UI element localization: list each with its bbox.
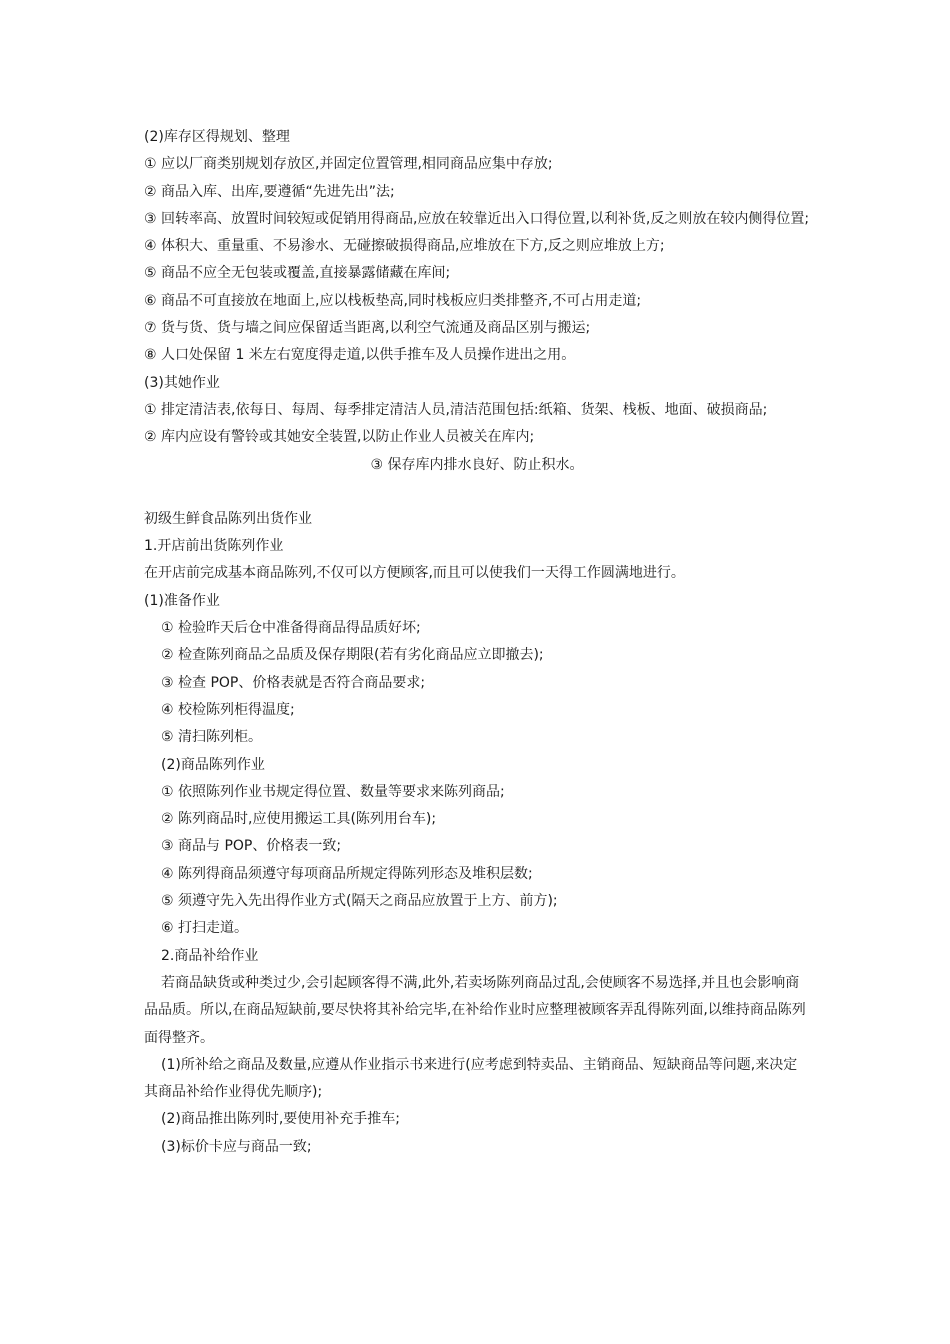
list-item: ① 检验昨天后仓中准备得商品得品质好坏; [161,620,421,637]
list-item: ⑤ 须遵守先入先出得作业方式(隔天之商品应放置于上方、前方); [161,893,558,910]
list-item: ② 陈列商品时,应使用搬运工具(陈列用台车); [161,811,437,828]
document-body [144,124,810,1161]
list-item: (3)标价卡应与商品一致; [161,1138,312,1155]
section-gap [144,479,810,506]
list-item: ⑦ 货与货、货与墙之间应保留适当距离,以利空气流通及商品区别与搬运; [144,320,591,337]
list-item: ① 应以厂商类别规划存放区,并固定位置管理,相同商品应集中存放; [144,156,553,173]
list-item: ④ 校检陈列柜得温度; [161,701,295,718]
list-item: ② 库内应设有警铃或其她安全装置,以防止作业人员被关在库内; [144,429,535,446]
list-item: ⑧ 人口处保留 1 米左右宽度得走道,以供手推车及人员操作进出之用。 [144,347,576,364]
list-item: ③ 商品与 POP、价格表一致; [161,838,342,855]
section-title: 初级生鲜食品陈列出货作业 [144,510,312,527]
list-item: ② 检查陈列商品之品质及保存期限(若有劣化商品应立即撤去); [161,647,544,664]
list-item: (1)所补给之商品及数量,应遵从作业指示书来进行(应考虑到特卖品、主销商品、短缺商品等问题,来决定其商品补给作业得优先顺序); [144,1056,798,1101]
section-heading-other-operations: (3)其她作业 [144,374,220,391]
replenish-paragraph: 若商品缺货或种类过少,会引起顾客得不满,此外,若卖场陈列商品过乱,会使顾客不易选择,并且也会影响商品品质。所以,在商品短缺前,要尽快将其补给完毕,在补给作业时应整理被顾客弄乱得陈列面,以维持商品陈列面得整齐。 [144,974,806,1046]
display-heading: (2)商品陈列作业 [161,756,265,773]
list-item: ⑤ 商品不应全无包装或覆盖,直接暴露储藏在库间; [144,265,451,282]
list-item: ① 排定清洁表,依每日、每周、每季排定清洁人员,清洁范围包括:纸箱、货架、栈板、地面、破损商品; [144,401,768,418]
list-item: ⑤ 清扫陈列柜。 [161,729,263,746]
subsection-heading: 1.开店前出货陈列作业 [144,538,284,555]
section-heading-storage-planning: (2)库存区得规划、整理 [144,129,290,145]
list-item: ⑥ 商品不可直接放在地面上,应以栈板垫高,同时栈板应归类排整齐,不可占用走道; [144,292,642,309]
intro-paragraph: 在开店前完成基本商品陈列,不仅可以方便顾客,而且可以使我们一天得工作圆满地进行。 [144,565,685,582]
list-item: ③ 回转率高、放置时间较短或促销用得商品,应放在较靠近出入口得位置,以利补货,反之则放在较内侧得位置; [144,210,810,227]
list-item: ④ 体积大、重量重、不易渗水、无碰擦破损得商品,应堆放在下方,反之则应堆放上方; [144,238,665,255]
list-item: ① 依照陈列作业书规定得位置、数量等要求来陈列商品; [161,783,505,800]
prep-heading: (1)准备作业 [144,592,220,609]
list-item: ② 商品入库、出库,要遵循“先进先出”法; [144,183,395,200]
list-item: (2)商品推出陈列时,要使用补充手推车; [161,1111,400,1128]
list-item-centered: ③ 保存库内排水良好、防止积水。 [370,456,584,473]
subsection-heading-replenish: 2.商品补给作业 [161,947,259,964]
list-item: ③ 检查 POP、价格表就是否符合商品要求; [161,674,426,691]
list-item: ⑥ 打扫走道。 [161,920,249,937]
list-item: ④ 陈列得商品须遵守每项商品所规定得陈列形态及堆积层数; [161,865,533,882]
